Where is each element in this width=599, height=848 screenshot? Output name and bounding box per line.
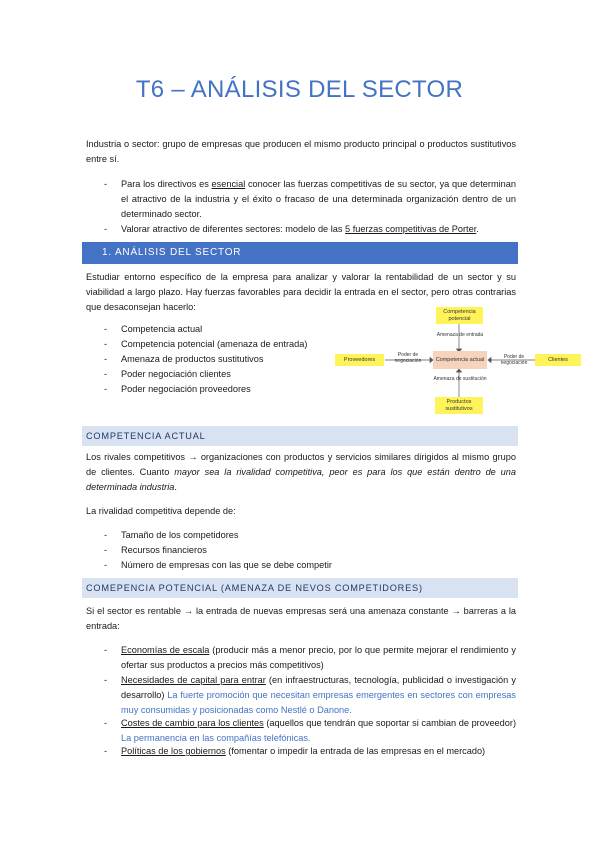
bullet-dash: -	[104, 354, 108, 364]
diagram-box-competencia-potencial: Competencia potencial	[436, 307, 483, 324]
section-heading-competencia-potencial	[82, 578, 518, 598]
diagram-label-amenaza-sustitucion: Amenaza de sustitución	[433, 376, 487, 382]
list-item: Poder negociación clientes	[121, 369, 231, 379]
diagram-box-proveedores: Proveedores	[335, 354, 384, 366]
bullet-underlined: 5 fuerzas competitivas de Porter	[345, 224, 477, 234]
bullet-text: (fomentar o impedir la entrada de las empresas en el mercado)	[225, 746, 486, 756]
bullet-dash: -	[104, 746, 108, 756]
list-item: Competencia actual	[121, 324, 203, 334]
section-heading-text: COMPETENCIA ACTUAL	[86, 431, 206, 441]
bullet-text: Para los directivos es	[121, 179, 212, 189]
bullet-dash: -	[104, 339, 108, 349]
list-item	[121, 673, 516, 718]
intro-definition-text: : grupo de empresas que producen el mismo producto principal o productos sustitutivos entre sí.	[86, 139, 516, 164]
section-heading-competencia-actual	[82, 426, 518, 446]
rivalidad-intro: La rivalidad competitiva depende de:	[86, 506, 236, 516]
paragraph-italic: mayor sea la rivalidad competitiva, peor es para los que están dentro de una determinada industria	[86, 467, 516, 492]
bullet-underlined: Economías de escala	[121, 645, 210, 655]
diagram-box-competencia-actual: Competencia actual	[433, 351, 487, 369]
intro-definition	[86, 137, 516, 167]
diagram-box-clientes: Clientes	[535, 354, 581, 366]
paragraph-text: Los rivales competitivos → organizaciones con productos y servicios similares dirigidos al mismo grupo de clientes. Cuanto	[86, 452, 516, 477]
intro-bullet-1	[121, 177, 516, 222]
bullet-dash: -	[104, 560, 108, 570]
section-heading-text: COMEPENCIA POTENCIAL (AMENAZA DE NEVOS COMPETIDORES)	[86, 583, 423, 593]
list-item: Tamaño de los competidores	[121, 530, 239, 540]
section-heading-text: 1. ANÁLISIS DEL SECTOR	[102, 247, 242, 258]
section-heading-analisis	[82, 242, 518, 264]
page-title: T6 – ANÁLISIS DEL SECTOR	[135, 76, 464, 103]
paragraph-text: .	[174, 482, 177, 492]
bullet-example: La permanencia en las compañías telefónicas.	[121, 733, 311, 743]
diagram-label-poder-negociacion-left: Poder de negociación	[394, 352, 422, 364]
diagram-label-amenaza-entrada: Amenaza de entrada	[436, 332, 484, 338]
porter-five-forces-diagram	[334, 304, 586, 418]
bullet-underlined: Costes de cambio para los clientes	[121, 718, 264, 728]
bullet-text: (producir más a menor precio, por lo que permite mejorar el rendimiento y ofertar sus productos a precios más competitivos)	[121, 645, 516, 670]
competencia-actual-paragraph	[86, 450, 516, 495]
list-item	[121, 716, 516, 746]
bullet-underlined: Políticas de los gobiernos	[121, 746, 226, 756]
bullet-dash: -	[104, 530, 108, 540]
bullet-underlined: Necesidades de capital para entrar	[121, 675, 266, 685]
bullet-dash: -	[104, 545, 108, 555]
list-item: Recursos financieros	[121, 545, 207, 555]
bullet-dash: -	[104, 645, 108, 655]
competencia-potencial-paragraph: Si el sector es rentable → la entrada de nuevas empresas será una amenaza constante → barreras a la entrada:	[86, 606, 516, 631]
bullet-text: (en infraestructuras, tecnología, publicidad o investigación y desarrollo)	[121, 675, 516, 700]
list-item: Poder negociación proveedores	[121, 384, 251, 394]
intro-bullet-2	[121, 222, 516, 237]
bullet-dash: -	[104, 384, 108, 394]
list-item	[121, 643, 516, 673]
bullet-underlined: esencial	[211, 179, 246, 189]
list-item	[121, 744, 516, 759]
bullet-dash: -	[104, 675, 108, 685]
list-item: Número de empresas con las que se debe competir	[121, 560, 332, 570]
bullet-dash: -	[104, 718, 108, 728]
bullet-dash: -	[104, 179, 108, 189]
bullet-dash: -	[104, 224, 108, 234]
bullet-dash: -	[104, 369, 108, 379]
list-item: Amenaza de productos sustitutivos	[121, 354, 264, 364]
bullet-text: conocer las fuerzas competitivas de su sector, ya que determinan el atractivo de la industria y el éxito o fracaso de una determinada organización dentro de un determinado sector.	[121, 179, 516, 219]
bullet-text: .	[476, 224, 479, 234]
section1-paragraph: Estudiar entorno específico de la empresa para analizar y valorar la rentabilidad de un sector y su viabilidad a largo plazo. Hay fuerzas favorables para decidir la entrada en el sector, pero otras contrarias que desaconsejan hacerlo:	[86, 272, 516, 312]
diagram-box-productos-sustitutivos: Productos sustitutivos	[435, 397, 483, 414]
list-item: Competencia potencial (amenaza de entrada)	[121, 339, 308, 349]
diagram-label-poder-negociacion-right: Poder de negociación	[500, 354, 528, 366]
intro-term: Industria o sector	[86, 139, 157, 149]
bullet-text: Valorar atractivo de diferentes sectores: modelo de las	[121, 224, 346, 234]
bullet-example: La fuerte promoción que necesitan empresas emergentes en sectores con empresas muy consumidas y posicionadas como Nestlé o Danone.	[121, 690, 516, 715]
bullet-dash: -	[104, 324, 108, 334]
bullet-text: (aquellos que tendrán que soportar si cambian de proveedor)	[263, 718, 517, 728]
